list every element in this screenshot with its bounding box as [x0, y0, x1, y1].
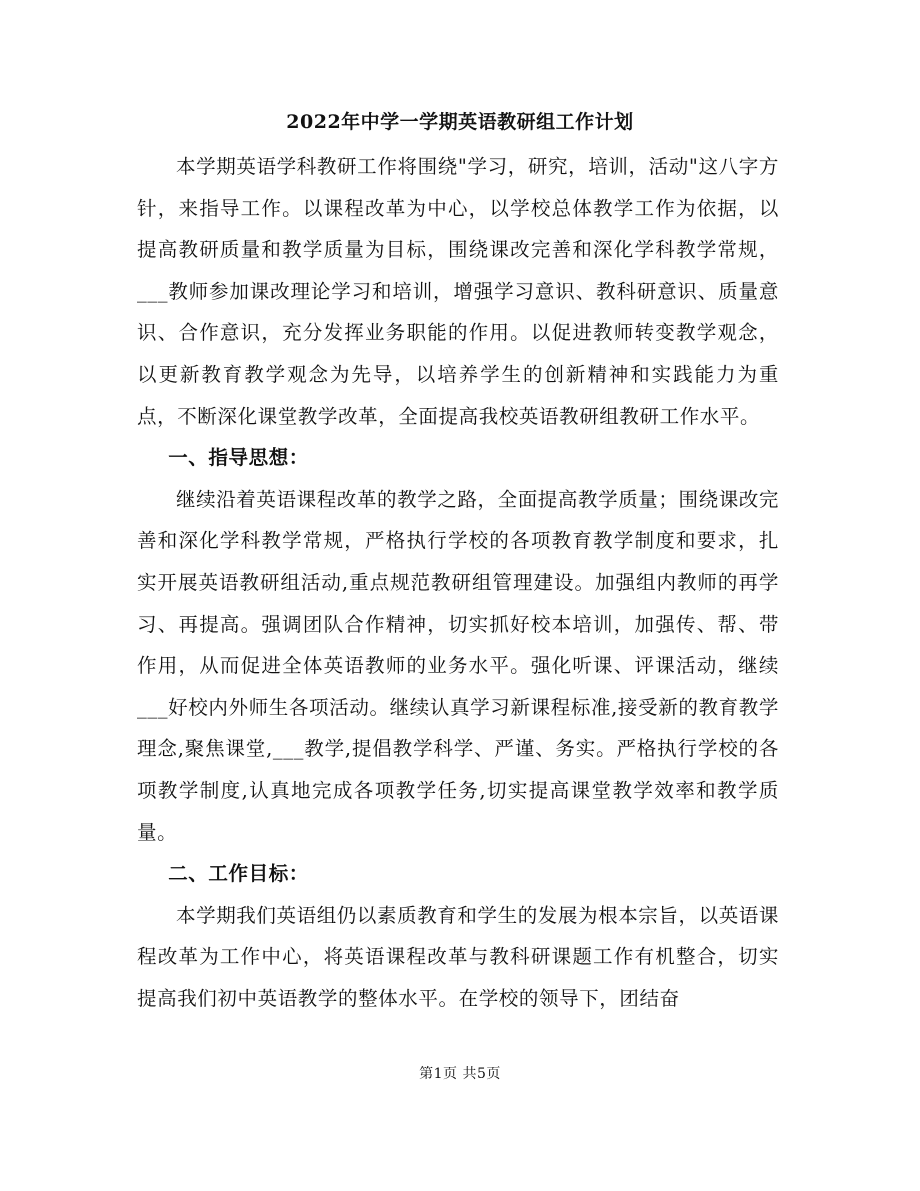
- document-body: [137, 146, 779, 1019]
- section-heading-work-goals: 二、工作目标：: [168, 862, 309, 886]
- document-title: 2022年中学一学期英语教研组工作计划: [286, 111, 634, 133]
- section-paragraph-work-goals: 本学期我们英语组仍以素质教育和学生的发展为根本宗旨，以英语课程改革为工作中心，将英语课程改革与教科研课题工作有机整合，切实提高我们初中英语教学的整体水平。在学校的领导下，团结奋: [137, 903, 780, 1010]
- page-number: 第1页 共5页: [419, 1066, 501, 1082]
- section-paragraph-guiding-thought: 继续沿着英语课程改革的教学之路，全面提高教学质量；围绕课改完善和深化学科教学常规，严格执行学校的各项教育教学制度和要求，扎实开展英语教研组活动,重点规范教研组管理建设。加强组内教师的再学习、再提高。强调团队合作精神，切实抓好校本培训，加强传、帮、带作用，从而促进全体英语教师的业务水平。强化听课、评课活动，继续___好校内外师生各项活动。继续认真学习新课程标准,接受新的教育教学理念,聚焦课堂,___教学,提倡教学科学、严谨、务实。严格执行学校的各项教学制度,认真地完成各项教学任务,切实提高课堂教学效率和教学质量。: [137, 487, 780, 844]
- section-heading-guiding-thought: 一、指导思想：: [168, 446, 309, 470]
- intro-paragraph: 本学期英语学科教研工作将围绕"学习，研究，培训，活动"这八字方针，来指导工作。以课程改革为中心，以学校总体教学工作为依据，以提高教研质量和教学质量为目标，围绕课改完善和深化学科教学常规，___教师参加课改理论学习和培训，增强学习意识、教科研意识、质量意识、合作意识，充分发挥业务职能的作用。以促进教师转变教学观念，以更新教育教学观念为先导，以培养学生的创新精神和实践能力为重点，不断深化课堂教学改革，全面提高我校英语教研组教研工作水平。: [137, 155, 779, 428]
